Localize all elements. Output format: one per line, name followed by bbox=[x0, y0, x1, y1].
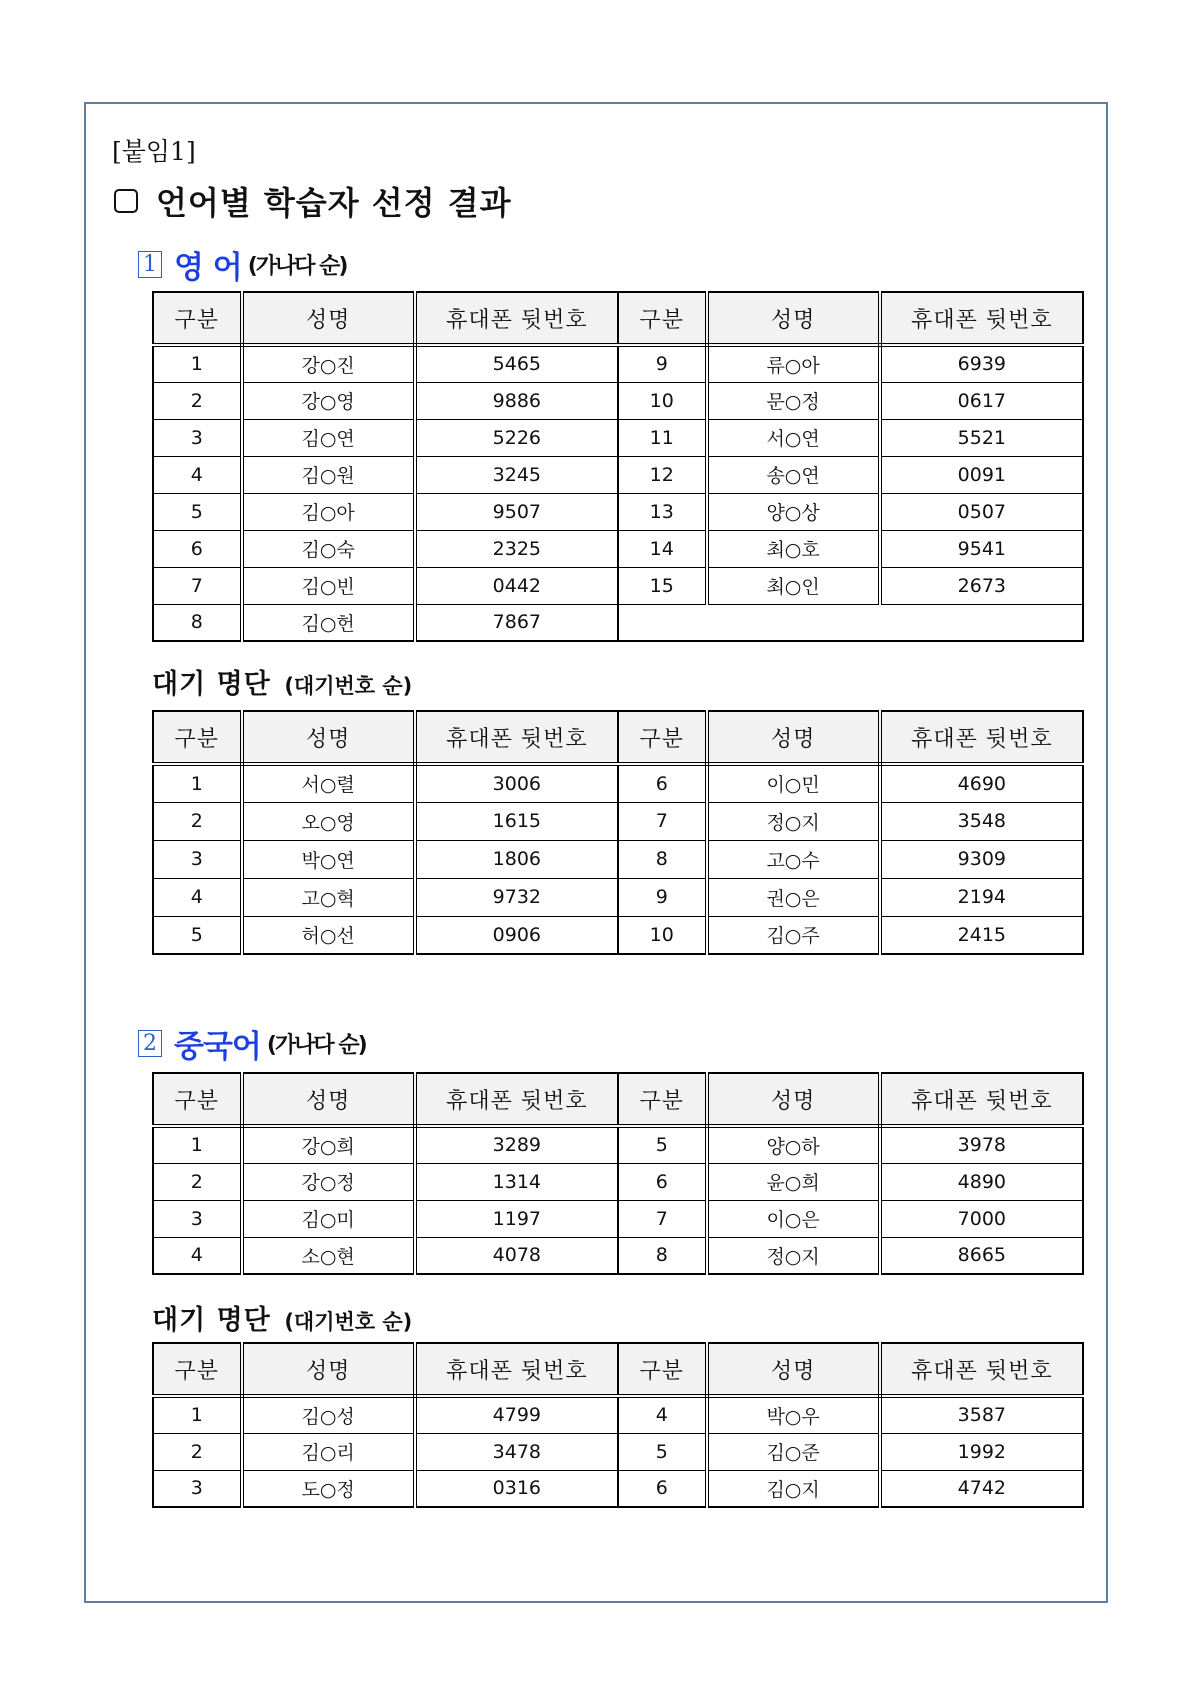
cell-name: 김○준 bbox=[707, 1433, 880, 1470]
table-english-selected bbox=[152, 291, 1084, 642]
attachment-label: [붙임1] bbox=[112, 137, 196, 166]
column-header-name: 성명 bbox=[242, 292, 415, 345]
cell-phone: 1992 bbox=[880, 1433, 1083, 1470]
table-row bbox=[153, 1237, 1083, 1274]
cell-phone: 9541 bbox=[880, 530, 1083, 567]
table-row bbox=[153, 419, 1083, 456]
waitlist-order-note: (대기번호 순) bbox=[284, 674, 413, 698]
waitlist-order-note: (대기번호 순) bbox=[284, 1310, 413, 1334]
cell-name: 소○현 bbox=[242, 1237, 415, 1274]
cell-phone: 3978 bbox=[880, 1126, 1083, 1163]
cell-no: 9 bbox=[618, 345, 707, 382]
cell-name: 양○하 bbox=[707, 1126, 880, 1163]
cell-no: 12 bbox=[618, 456, 707, 493]
cell-no: 6 bbox=[153, 530, 242, 567]
cell-no: 6 bbox=[618, 1163, 707, 1200]
column-header-no: 구분 bbox=[153, 292, 242, 345]
table-row bbox=[153, 1163, 1083, 1200]
cell-no: 3 bbox=[153, 840, 242, 878]
table-row bbox=[153, 530, 1083, 567]
cell-name: 김○미 bbox=[242, 1200, 415, 1237]
cell-name: 송○연 bbox=[707, 456, 880, 493]
column-header-name: 성명 bbox=[707, 1073, 880, 1126]
table-row bbox=[153, 916, 1083, 954]
cell-no: 4 bbox=[153, 1237, 242, 1274]
cell-no: 11 bbox=[618, 419, 707, 456]
section-number: 1 bbox=[138, 251, 162, 278]
column-header-phone: 휴대폰 뒷번호 bbox=[415, 711, 618, 764]
cell-no: 3 bbox=[153, 419, 242, 456]
table-chinese-selected bbox=[152, 1072, 1084, 1275]
cell-no: 7 bbox=[618, 1200, 707, 1237]
column-header-phone: 휴대폰 뒷번호 bbox=[880, 1073, 1083, 1126]
cell-name: 김○성 bbox=[242, 1396, 415, 1433]
table-english-waitlist bbox=[152, 710, 1084, 955]
cell-no: 2 bbox=[153, 1433, 242, 1470]
column-header-no: 구분 bbox=[618, 1073, 707, 1126]
cell-no: 8 bbox=[153, 604, 242, 641]
cell-name: 강○영 bbox=[242, 382, 415, 419]
table-row bbox=[153, 840, 1083, 878]
cell-name: 정○지 bbox=[707, 1237, 880, 1274]
cell-no: 1 bbox=[153, 764, 242, 802]
cell-name: 강○희 bbox=[242, 1126, 415, 1163]
table-row bbox=[153, 1396, 1083, 1433]
cell-no: 3 bbox=[153, 1200, 242, 1237]
cell-phone: 9732 bbox=[415, 878, 618, 916]
cell-phone: 3245 bbox=[415, 456, 618, 493]
column-header-no: 구분 bbox=[153, 711, 242, 764]
cell-phone: 4742 bbox=[880, 1470, 1083, 1507]
cell-no: 1 bbox=[153, 1126, 242, 1163]
waitlist-heading-english bbox=[152, 662, 412, 701]
cell-no: 8 bbox=[618, 840, 707, 878]
main-title bbox=[114, 178, 512, 224]
waitlist-heading-chinese bbox=[152, 1298, 412, 1337]
cell-no: 1 bbox=[153, 345, 242, 382]
column-header-phone: 휴대폰 뒷번호 bbox=[415, 292, 618, 345]
cell-no: 2 bbox=[153, 1163, 242, 1200]
cell-no: 2 bbox=[153, 382, 242, 419]
section-heading-english bbox=[138, 242, 346, 287]
cell-no: 4 bbox=[153, 878, 242, 916]
column-header-name: 성명 bbox=[242, 1343, 415, 1396]
cell-no: 10 bbox=[618, 916, 707, 954]
cell-no: 7 bbox=[618, 802, 707, 840]
main-title-text: 언어별 학습자 선정 결과 bbox=[156, 184, 512, 222]
table-row bbox=[153, 493, 1083, 530]
cell-no: 2 bbox=[153, 802, 242, 840]
cell-no: 8 bbox=[618, 1237, 707, 1274]
table-row bbox=[153, 802, 1083, 840]
header-row bbox=[153, 1343, 1083, 1396]
cell-phone: 4078 bbox=[415, 1237, 618, 1274]
waitlist-title: 대기 명단 bbox=[152, 1305, 271, 1336]
cell-name: 김○연 bbox=[242, 419, 415, 456]
cell-no: 13 bbox=[618, 493, 707, 530]
cell-no: 3 bbox=[153, 1470, 242, 1507]
cell-no: 5 bbox=[618, 1433, 707, 1470]
cell-phone: 4690 bbox=[880, 764, 1083, 802]
table-chinese-waitlist bbox=[152, 1342, 1084, 1508]
cell-name: 김○리 bbox=[242, 1433, 415, 1470]
cell-phone: 0442 bbox=[415, 567, 618, 604]
section-order-note: (가나다 순) bbox=[247, 254, 347, 279]
cell-no: 6 bbox=[618, 1470, 707, 1507]
cell-name: 강○진 bbox=[242, 345, 415, 382]
section-number: 2 bbox=[138, 1030, 162, 1057]
section-language: 영 어 bbox=[174, 250, 242, 286]
cell-phone: 3587 bbox=[880, 1396, 1083, 1433]
cell-phone: 3006 bbox=[415, 764, 618, 802]
cell-name: 오○영 bbox=[242, 802, 415, 840]
table-row bbox=[153, 1433, 1083, 1470]
header-row bbox=[153, 1073, 1083, 1126]
cell-name: 이○민 bbox=[707, 764, 880, 802]
table-row bbox=[153, 567, 1083, 604]
cell-phone: 9886 bbox=[415, 382, 618, 419]
column-header-name: 성명 bbox=[242, 1073, 415, 1126]
cell-phone: 5465 bbox=[415, 345, 618, 382]
column-header-name: 성명 bbox=[707, 1343, 880, 1396]
cell-phone: 4799 bbox=[415, 1396, 618, 1433]
column-header-phone: 휴대폰 뒷번호 bbox=[415, 1343, 618, 1396]
cell-no: 1 bbox=[153, 1396, 242, 1433]
table-row bbox=[153, 1470, 1083, 1507]
cell-phone: 3548 bbox=[880, 802, 1083, 840]
cell-phone: 3478 bbox=[415, 1433, 618, 1470]
cell-phone: 1806 bbox=[415, 840, 618, 878]
cell-phone: 8665 bbox=[880, 1237, 1083, 1274]
table-row bbox=[153, 604, 1083, 641]
cell-phone: 0507 bbox=[880, 493, 1083, 530]
cell-name: 김○지 bbox=[707, 1470, 880, 1507]
column-header-no: 구분 bbox=[153, 1073, 242, 1126]
cell-name: 윤○희 bbox=[707, 1163, 880, 1200]
cell-name: 고○수 bbox=[707, 840, 880, 878]
section-language: 중국어 bbox=[174, 1029, 261, 1065]
cell-no: 15 bbox=[618, 567, 707, 604]
cell-phone: 2673 bbox=[880, 567, 1083, 604]
cell-no: 5 bbox=[618, 1126, 707, 1163]
table-row bbox=[153, 878, 1083, 916]
cell-no: 6 bbox=[618, 764, 707, 802]
cell-no: 5 bbox=[153, 916, 242, 954]
cell-phone: 9309 bbox=[880, 840, 1083, 878]
cell-phone: 7867 bbox=[415, 604, 618, 641]
cell-name: 김○빈 bbox=[242, 567, 415, 604]
cell-name: 김○원 bbox=[242, 456, 415, 493]
cell-phone: 1615 bbox=[415, 802, 618, 840]
cell-phone: 2415 bbox=[880, 916, 1083, 954]
table-row bbox=[153, 764, 1083, 802]
cell-phone: 7000 bbox=[880, 1200, 1083, 1237]
cell-no: 4 bbox=[618, 1396, 707, 1433]
cell-no: 14 bbox=[618, 530, 707, 567]
cell-no: 9 bbox=[618, 878, 707, 916]
cell-phone: 1197 bbox=[415, 1200, 618, 1237]
cell-name: 강○정 bbox=[242, 1163, 415, 1200]
column-header-no: 구분 bbox=[153, 1343, 242, 1396]
header-row bbox=[153, 292, 1083, 345]
cell-name: 도○정 bbox=[242, 1470, 415, 1507]
cell-no: 10 bbox=[618, 382, 707, 419]
cell-name: 서○연 bbox=[707, 419, 880, 456]
cell-name: 서○렬 bbox=[242, 764, 415, 802]
column-header-no: 구분 bbox=[618, 711, 707, 764]
cell-no: 4 bbox=[153, 456, 242, 493]
section-order-note: (가나다 순) bbox=[266, 1033, 366, 1058]
column-header-phone: 휴대폰 뒷번호 bbox=[880, 1343, 1083, 1396]
cell-name: 양○상 bbox=[707, 493, 880, 530]
cell-name: 김○헌 bbox=[242, 604, 415, 641]
cell-name: 허○선 bbox=[242, 916, 415, 954]
cell-phone: 6939 bbox=[880, 345, 1083, 382]
cell-no: 7 bbox=[153, 567, 242, 604]
cell-phone: 5226 bbox=[415, 419, 618, 456]
cell-name: 문○정 bbox=[707, 382, 880, 419]
table-row bbox=[153, 382, 1083, 419]
cell-phone: 0316 bbox=[415, 1470, 618, 1507]
cell-name: 최○호 bbox=[707, 530, 880, 567]
cell-name: 최○인 bbox=[707, 567, 880, 604]
empty-cell bbox=[618, 604, 1083, 641]
column-header-name: 성명 bbox=[707, 292, 880, 345]
cell-name: 김○숙 bbox=[242, 530, 415, 567]
header-row bbox=[153, 711, 1083, 764]
cell-name: 이○은 bbox=[707, 1200, 880, 1237]
column-header-name: 성명 bbox=[707, 711, 880, 764]
cell-name: 김○아 bbox=[242, 493, 415, 530]
column-header-phone: 휴대폰 뒷번호 bbox=[880, 292, 1083, 345]
section-heading-chinese bbox=[138, 1021, 366, 1066]
cell-phone: 9507 bbox=[415, 493, 618, 530]
column-header-no: 구분 bbox=[618, 292, 707, 345]
table-row bbox=[153, 345, 1083, 382]
cell-name: 김○주 bbox=[707, 916, 880, 954]
cell-phone: 0906 bbox=[415, 916, 618, 954]
cell-phone: 0617 bbox=[880, 382, 1083, 419]
cell-name: 박○우 bbox=[707, 1396, 880, 1433]
cell-phone: 2194 bbox=[880, 878, 1083, 916]
column-header-no: 구분 bbox=[618, 1343, 707, 1396]
cell-phone: 2325 bbox=[415, 530, 618, 567]
waitlist-title: 대기 명단 bbox=[152, 669, 271, 700]
table-row bbox=[153, 456, 1083, 493]
table-row bbox=[153, 1126, 1083, 1163]
cell-phone: 0091 bbox=[880, 456, 1083, 493]
cell-phone: 3289 bbox=[415, 1126, 618, 1163]
cell-name: 류○아 bbox=[707, 345, 880, 382]
cell-phone: 5521 bbox=[880, 419, 1083, 456]
column-header-phone: 휴대폰 뒷번호 bbox=[415, 1073, 618, 1126]
cell-name: 권○은 bbox=[707, 878, 880, 916]
table-row bbox=[153, 1200, 1083, 1237]
cell-name: 박○연 bbox=[242, 840, 415, 878]
cell-name: 정○지 bbox=[707, 802, 880, 840]
cell-phone: 4890 bbox=[880, 1163, 1083, 1200]
cell-name: 고○혁 bbox=[242, 878, 415, 916]
cell-no: 5 bbox=[153, 493, 242, 530]
column-header-phone: 휴대폰 뒷번호 bbox=[880, 711, 1083, 764]
checkbox-icon bbox=[114, 189, 138, 213]
column-header-name: 성명 bbox=[242, 711, 415, 764]
cell-phone: 1314 bbox=[415, 1163, 618, 1200]
